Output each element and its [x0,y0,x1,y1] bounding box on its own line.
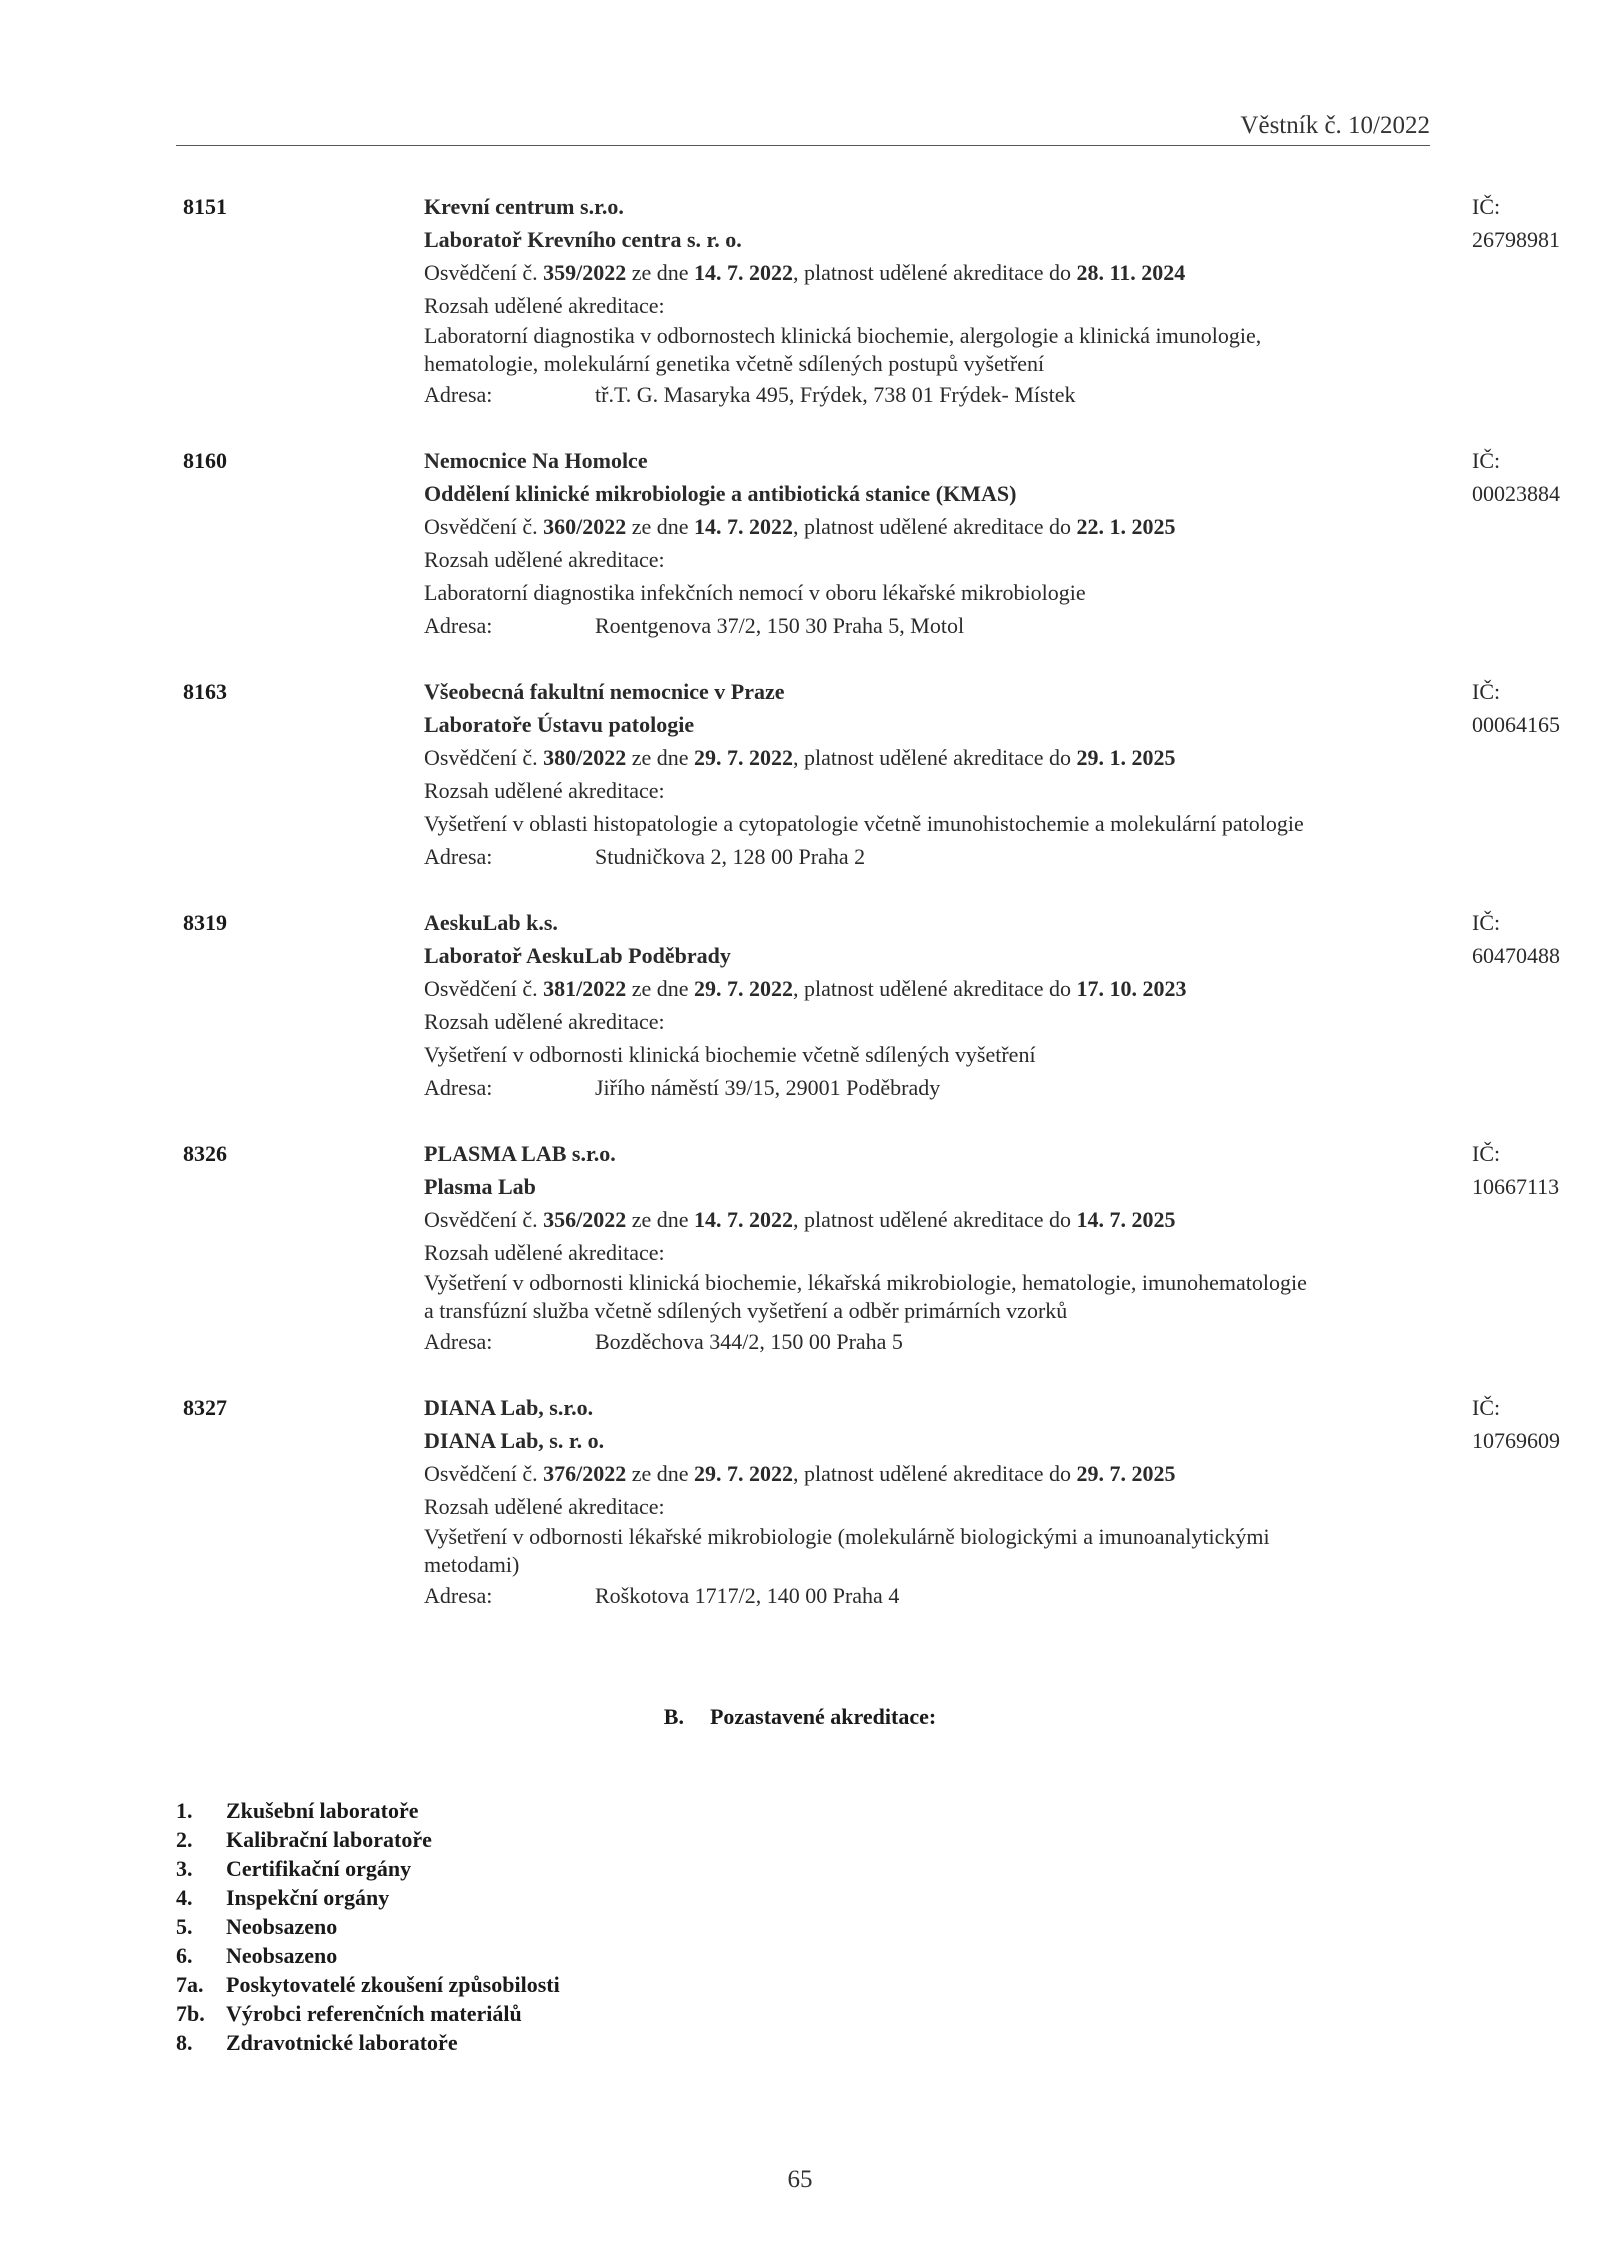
address-value: Bozděchova 344/2, 150 00 Praha 5 [595,1329,903,1354]
certificate-prefix: Osvědčení č. [424,1207,544,1232]
address-value: Roškotova 1717/2, 140 00 Praha 4 [595,1583,900,1608]
validity-date: 29. 7. 2025 [1076,1461,1176,1486]
certificate-line [424,1203,1414,1236]
category-number: 7a. [176,1972,204,1997]
scope-text-line: Vyšetření v odbornosti klinická biochemie včetně sdílených vyšetření [424,1042,1036,1067]
validity-date: 14. 7. 2025 [1076,1207,1176,1232]
validity-date: 22. 1. 2025 [1076,514,1176,539]
address-label: Adresa: [424,1583,493,1608]
certificate-prefix: Osvědčení č. [424,1461,544,1486]
laboratory-name: Plasma Lab [424,1174,536,1199]
category-item [176,1941,560,1970]
ico-number: IČ: 26798981 [1472,194,1560,252]
category-label: Zdravotnické laboratoře [226,2030,458,2055]
certificate-line [424,1457,1414,1490]
certificate-date-label: ze dne [626,1207,695,1232]
address-line [424,378,1414,411]
certificate-number: 380/2022 [543,745,627,770]
laboratory-line [424,223,1414,256]
address-value: tř.T. G. Masaryka 495, Frýdek, 738 01 Frýdek- Místek [595,382,1076,407]
certificate-prefix: Osvědčení č. [424,976,544,1001]
category-number: 1. [176,1798,193,1823]
validity-label: , platnost udělené akreditace do [793,514,1077,539]
address-label: Adresa: [424,844,493,869]
ico-number: IČ: 10769609 [1472,1395,1560,1453]
organization-name: DIANA Lab, s.r.o. [424,1395,594,1420]
laboratory-name: Laboratoře Ústavu patologie [424,712,695,737]
laboratory-line [424,1424,1414,1457]
certificate-prefix: Osvědčení č. [424,745,544,770]
category-label: Výrobci referenčních materiálů [226,2001,522,2026]
laboratory-name: Laboratoř AeskuLab Poděbrady [424,943,731,968]
address-value: Roentgenova 37/2, 150 30 Praha 5, Motol [595,613,965,638]
laboratory-line [424,708,1414,741]
certificate-date: 14. 7. 2022 [694,260,794,285]
document-header-title: Věstník č. 10/2022 [1240,112,1430,139]
category-label: Neobsazeno [226,1914,338,1939]
category-item [176,1999,560,2028]
page-number: 65 [787,2166,813,2193]
certificate-date-label: ze dne [626,745,695,770]
laboratory-name: Laboratoř Krevního centra s. r. o. [424,227,742,252]
validity-label: , platnost udělené akreditace do [793,1461,1077,1486]
organization-name: Všeobecná fakultní nemocnice v Praze [424,679,785,704]
address-label: Adresa: [424,1075,493,1100]
category-label: Poskytovatelé zkoušení způsobilosti [226,1972,560,1997]
category-number: 5. [176,1914,193,1939]
validity-label: , platnost udělené akreditace do [793,1207,1077,1232]
category-item [176,1825,560,1854]
address-line [424,840,1414,873]
organization-name: Krevní centrum s.r.o. [424,194,624,219]
entry-details [424,1137,1560,1358]
address-label: Adresa: [424,613,493,638]
category-label: Zkušební laboratoře [226,1798,419,1823]
certificate-date: 14. 7. 2022 [694,514,794,539]
certificate-number: 376/2022 [543,1461,627,1486]
laboratory-line [424,1170,1414,1203]
laboratory-name: Oddělení klinické mikrobiologie a antibiotická stanice (KMAS) [424,481,1017,506]
accreditation-entry [0,675,1600,873]
scope-label: Rozsah udělené akreditace: [424,1240,665,1265]
entry-number: 8319 [183,910,227,935]
category-number: 6. [176,1943,193,1968]
category-list [176,1796,560,2057]
accreditation-entry [0,906,1600,1104]
entry-details [424,675,1560,873]
address-line [424,1071,1414,1104]
validity-label: , platnost udělené akreditace do [793,745,1077,770]
section-b-letter: B. [663,1704,684,1729]
accreditation-entry [0,190,1600,411]
ico-number: IČ: 00064165 [1472,679,1560,737]
category-number: 3. [176,1856,193,1881]
address-label: Adresa: [424,382,493,407]
address-line [424,609,1414,642]
category-item [176,1970,560,1999]
category-number: 7b. [176,2001,205,2026]
category-label: Neobsazeno [226,1943,338,1968]
scope-text-line: Vyšetření v oblasti histopatologie a cytopatologie včetně imunohistochemie a molekulární patologie [424,811,1304,836]
category-number: 8. [176,2030,193,2055]
certificate-date-label: ze dne [626,1461,695,1486]
certificate-date: 14. 7. 2022 [694,1207,794,1232]
accreditation-entry [0,444,1600,642]
certificate-line [424,256,1414,289]
scope-label: Rozsah udělené akreditace: [424,293,665,318]
scope-text-line: a transfúzní služba včetně sdílených vyšetření a odběr primárních vzorků [424,1298,1068,1323]
address-value: Jiřího náměstí 39/15, 29001 Poděbrady [595,1075,941,1100]
scope-text-line: hematologie, molekulární genetika včetně sdílených postupů vyšetření [424,351,1045,376]
accreditation-entry [0,1137,1600,1358]
accreditation-entries [0,190,1600,1645]
validity-label: , platnost udělené akreditace do [793,260,1077,285]
scope-label: Rozsah udělené akreditace: [424,1494,665,1519]
category-label: Inspekční orgány [226,1885,390,1910]
scope-label: Rozsah udělené akreditace: [424,778,665,803]
section-b-title: Pozastavené akreditace: [709,1704,937,1729]
certificate-date: 29. 7. 2022 [694,1461,794,1486]
category-item [176,1854,560,1883]
organization-name: Nemocnice Na Homolce [424,448,648,473]
certificate-number: 359/2022 [543,260,627,285]
scope-label: Rozsah udělené akreditace: [424,547,665,572]
scope-text-line: Laboratorní diagnostika v odbornostech klinická biochemie, alergologie a klinická imunologie, [424,323,1262,348]
entry-number: 8151 [183,194,227,219]
entry-details [424,444,1560,642]
entry-number: 8326 [183,1141,227,1166]
laboratory-line [424,477,1414,510]
certificate-date-label: ze dne [626,514,695,539]
category-label: Kalibrační laboratoře [226,1827,432,1852]
entry-details [424,190,1560,411]
category-number: 4. [176,1885,193,1910]
section-b-heading [0,1704,1600,1730]
category-label: Certifikační orgány [226,1856,412,1881]
certificate-number: 356/2022 [543,1207,627,1232]
certificate-line [424,972,1414,1005]
address-value: Studničkova 2, 128 00 Praha 2 [595,844,866,869]
certificate-date-label: ze dne [626,976,695,1001]
laboratory-name: DIANA Lab, s. r. o. [424,1428,605,1453]
scope-text-line: Laboratorní diagnostika infekčních nemocí v oboru lékařské mikrobiologie [424,580,1086,605]
accreditation-entry [0,1391,1600,1612]
scope-label: Rozsah udělené akreditace: [424,1009,665,1034]
certificate-number: 381/2022 [543,976,627,1001]
certificate-prefix: Osvědčení č. [424,514,544,539]
scope-text-line: metodami) [424,1552,520,1577]
organization-name: AeskuLab k.s. [424,910,558,935]
scope-text-line: Vyšetření v odbornosti klinická biochemie, lékařská mikrobiologie, hematologie, imunohematologie [424,1270,1307,1295]
ico-number: IČ: 00023884 [1472,448,1560,506]
ico-number: IČ: 10667113 [1472,1141,1560,1199]
address-label: Adresa: [424,1329,493,1354]
certificate-date: 29. 7. 2022 [694,745,794,770]
category-item [176,1796,560,1825]
organization-name: PLASMA LAB s.r.o. [424,1141,616,1166]
address-line [424,1325,1414,1358]
scope-text-line: Vyšetření v odbornosti lékařské mikrobiologie (molekulárně biologickými a imunoanalytickými [424,1524,1270,1549]
validity-label: , platnost udělené akreditace do [793,976,1077,1001]
category-item [176,1883,560,1912]
address-line [424,1579,1414,1612]
entry-number: 8160 [183,448,227,473]
validity-date: 17. 10. 2023 [1076,976,1187,1001]
entry-details [424,906,1560,1104]
certificate-number: 360/2022 [543,514,627,539]
certificate-date: 29. 7. 2022 [694,976,794,1001]
certificate-date-label: ze dne [626,260,695,285]
validity-date: 28. 11. 2024 [1076,260,1186,285]
certificate-line [424,741,1414,774]
certificate-line [424,510,1414,543]
category-item [176,2028,560,2057]
validity-date: 29. 1. 2025 [1076,745,1176,770]
laboratory-line [424,939,1414,972]
entry-details [424,1391,1560,1612]
category-item [176,1912,560,1941]
header-rule [176,145,1430,146]
ico-number: IČ: 60470488 [1472,910,1560,968]
category-number: 2. [176,1827,193,1852]
organization-line [424,1137,1560,1199]
entry-number: 8327 [183,1395,227,1420]
organization-line [424,1391,1560,1453]
entry-number: 8163 [183,679,227,704]
certificate-prefix: Osvědčení č. [424,260,544,285]
